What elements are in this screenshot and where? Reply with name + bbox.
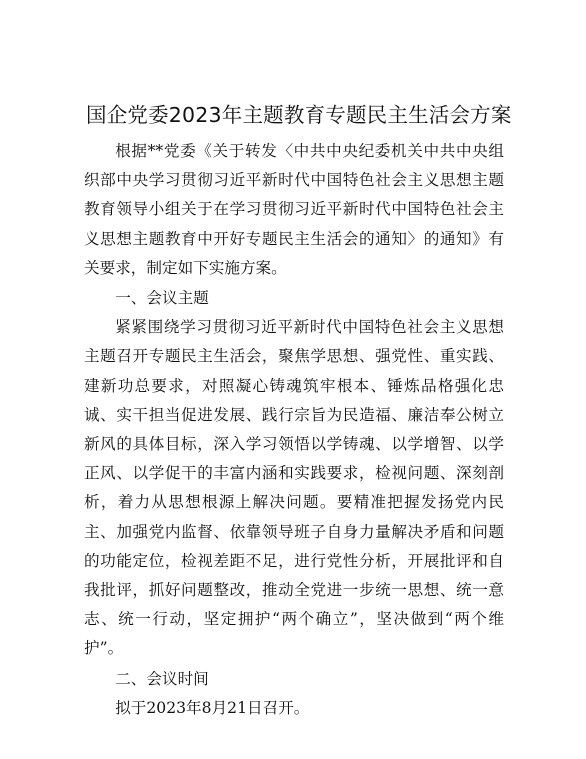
section-heading-theme: 一、会议主题 bbox=[115, 289, 209, 308]
document-title: 国企党委2023年主题教育专题民主生活会方案 bbox=[86, 103, 512, 127]
section-paragraph-theme: 紧紧围绕学习贯彻习近平新时代中国特色社会主义思想主题召开专题民主生活会，聚焦学思想、强党性、重实践、建新功总要求，对照凝心铸魂筑牢根本、锤炼品格强化忠诚、实干担当促进发展、践行宗旨为民造福、廉洁奉公树立新风的具体目标，深入学习领悟以学铸魂、以学增智、以学正风、以学促干的丰富内涵和实践要求，检视问题、深刻剖析，着力从思想根源上解决问题。要精准把握发扬党内民主、加强党内监督、依靠领导班子自身力量解决矛盾和问题的功能定位，检视差距不足，进行党性分析，开展批评和自我批评，抓好问题整改，推动全党进一步统一思想、统一意志、统一行动，坚定拥护“两个确立”，坚决做到“两个维护”。 bbox=[84, 318, 504, 658]
document-body bbox=[84, 137, 504, 723]
section-paragraph-time: 拟于2023年8月21日召开。 bbox=[115, 698, 310, 717]
intro-paragraph: 根据**党委《关于转发〈中共中央纪委机关中共中央组织部中央学习贯彻习近平新时代中国特色社会主义思想主题教育领导小组关于在学习贯彻习近平新时代中国特色社会主义思想主题教育中开好专题民主生活会的通知〉的通知》有关要求，制定如下实施方案。 bbox=[84, 142, 504, 277]
section-heading-time: 二、会议时间 bbox=[115, 669, 209, 688]
